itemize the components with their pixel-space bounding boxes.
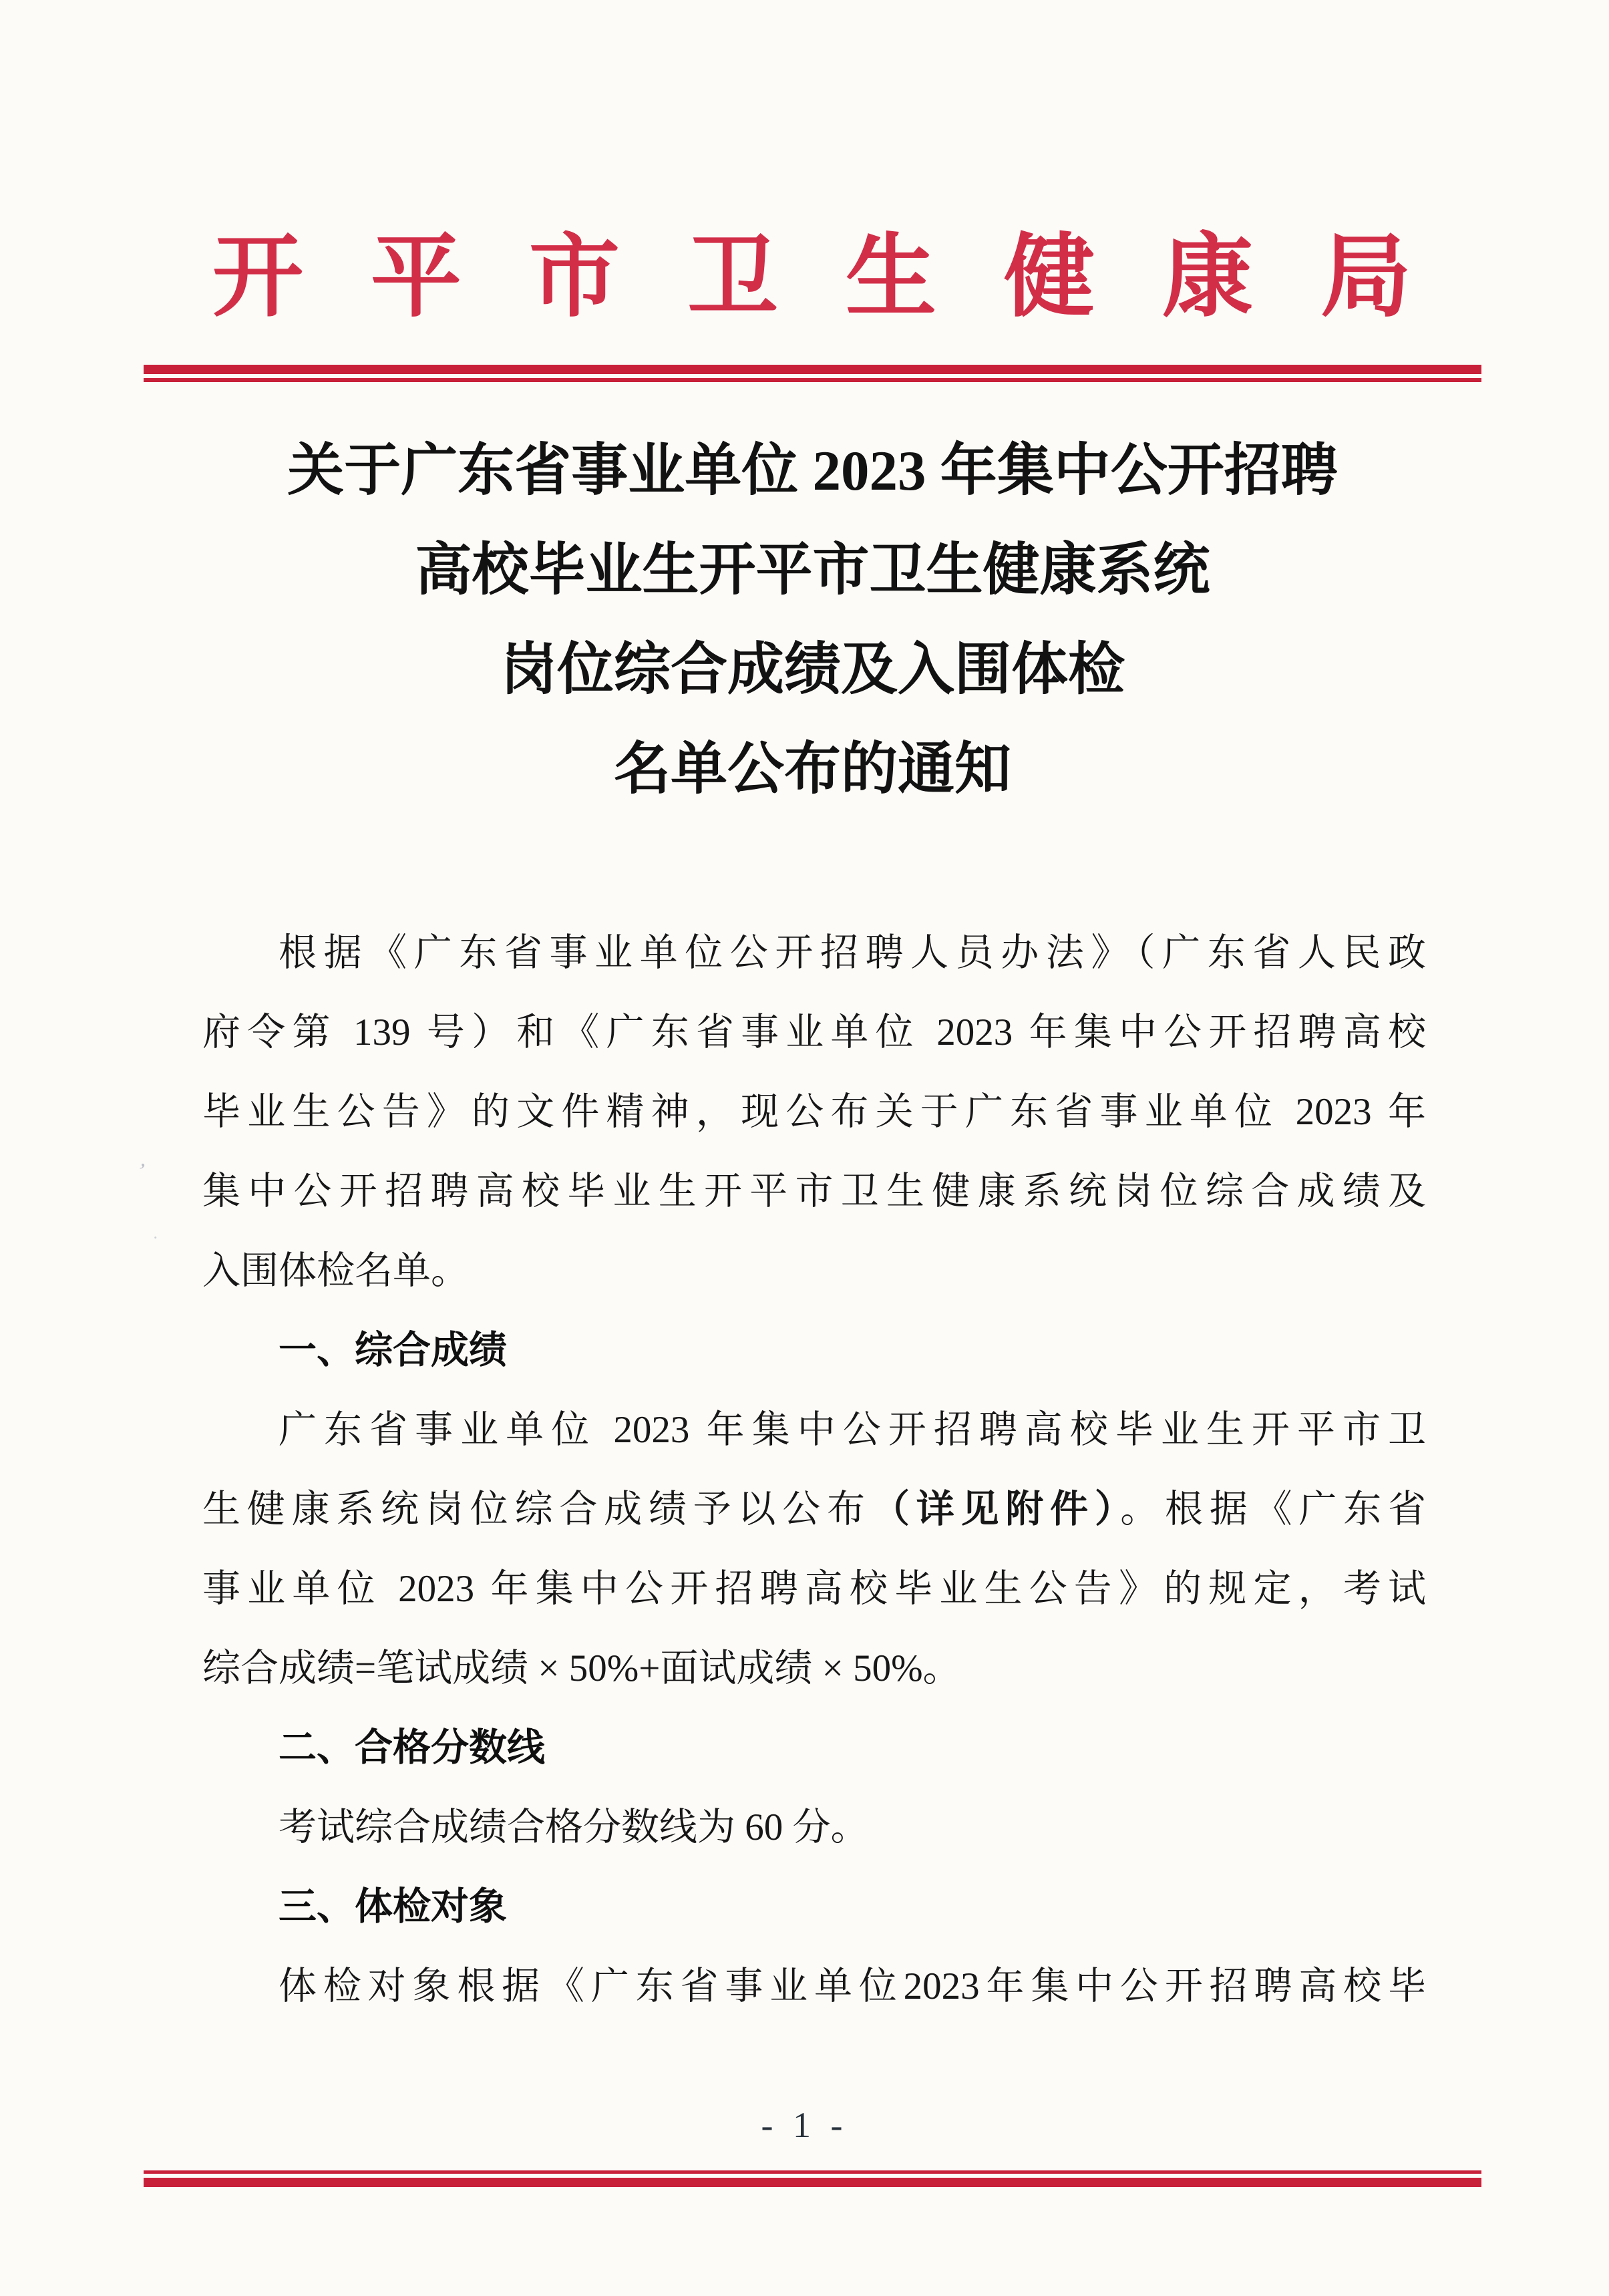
body-text-line — [202, 1788, 1426, 1867]
text-segment: 府令第 139 号）和《广东省事业单位 2023 年集中公开招聘高校 — [202, 1011, 1426, 1053]
text-segment: 综合成绩=笔试成绩 × 50%+面试成绩 × 50%。 — [202, 1647, 961, 1689]
footer-rule-thick — [144, 2178, 1481, 2187]
section-heading — [202, 1708, 1426, 1788]
agency-name-char: 开 — [212, 228, 303, 328]
agency-name-char: 康 — [1162, 228, 1253, 328]
body-text-line — [202, 1072, 1426, 1152]
scan-artifact: ’ — [133, 1158, 148, 1184]
text-segment: 集中公开招聘高校毕业生开平市卫生健康系统岗位综合成绩及 — [202, 1170, 1426, 1212]
body-text-line — [202, 1390, 1426, 1470]
text-segment: 广东省事业单位 2023 年集中公开招聘高校毕业生开平市卫 — [279, 1409, 1426, 1451]
body-text-line — [202, 1947, 1426, 2026]
section-heading — [202, 1867, 1426, 1947]
title-line-3: 岗位综合成绩及入围体检 — [500, 639, 1125, 701]
text-segment: 一、综合成绩 — [279, 1329, 507, 1371]
document-title — [144, 422, 1481, 820]
text-segment: 毕业生公告》的文件精神，现公布关于广东省事业单位 2023 年 — [202, 1091, 1426, 1133]
agency-name-char: 市 — [529, 228, 620, 328]
text-segment: 二、合格分数线 — [279, 1726, 545, 1769]
text-segment: 生健康系统岗位综合成绩予以公布 — [202, 1488, 872, 1530]
document-body — [202, 913, 1426, 2026]
title-line-4: 名单公布的通知 — [613, 738, 1011, 801]
agency-name-char: 健 — [1004, 228, 1095, 328]
agency-letterhead — [212, 228, 1411, 328]
agency-name-char: 生 — [846, 228, 936, 328]
text-segment: 考试综合成绩合格分数线为 60 分。 — [279, 1806, 869, 1848]
body-text-line — [202, 1549, 1426, 1629]
body-text-line — [202, 1470, 1426, 1549]
title-line-2: 高校毕业生开平市卫生健康系统 — [415, 539, 1210, 602]
header-rule-thick — [144, 365, 1481, 374]
text-segment: 三、体检对象 — [279, 1885, 507, 1928]
text-segment: 。根据《广东省 — [1120, 1488, 1427, 1530]
body-text-line — [202, 1152, 1426, 1231]
header-rule-thin — [144, 378, 1481, 382]
body-text-line — [202, 1231, 1426, 1311]
text-segment: 根据《广东省事业单位公开招聘人员办法》（广东省人民政 — [279, 932, 1426, 974]
footer-rule-thin — [144, 2170, 1481, 2174]
agency-name-char: 局 — [1320, 228, 1411, 328]
text-segment: 事业单位 2023 年集中公开招聘高校毕业生公告》的规定，考试 — [202, 1568, 1426, 1610]
section-heading — [202, 1311, 1426, 1390]
body-text-line — [202, 993, 1426, 1072]
page-number: - 1 - — [761, 2105, 848, 2145]
text-segment: 体检对象根据《广东省事业单位2023年集中公开招聘高校毕 — [279, 1965, 1426, 2007]
scan-artifact: · — [147, 1228, 164, 1247]
text-segment: 入围体检名单。 — [202, 1250, 469, 1292]
agency-name-char: 卫 — [687, 228, 778, 328]
emphasized-text: （详见附件） — [871, 1488, 1121, 1530]
body-text-line — [202, 913, 1426, 993]
body-text-line — [202, 1629, 1426, 1708]
agency-name-char: 平 — [371, 228, 462, 328]
title-line-1: 关于广东省事业单位 2023 年集中公开招聘 — [287, 440, 1338, 502]
